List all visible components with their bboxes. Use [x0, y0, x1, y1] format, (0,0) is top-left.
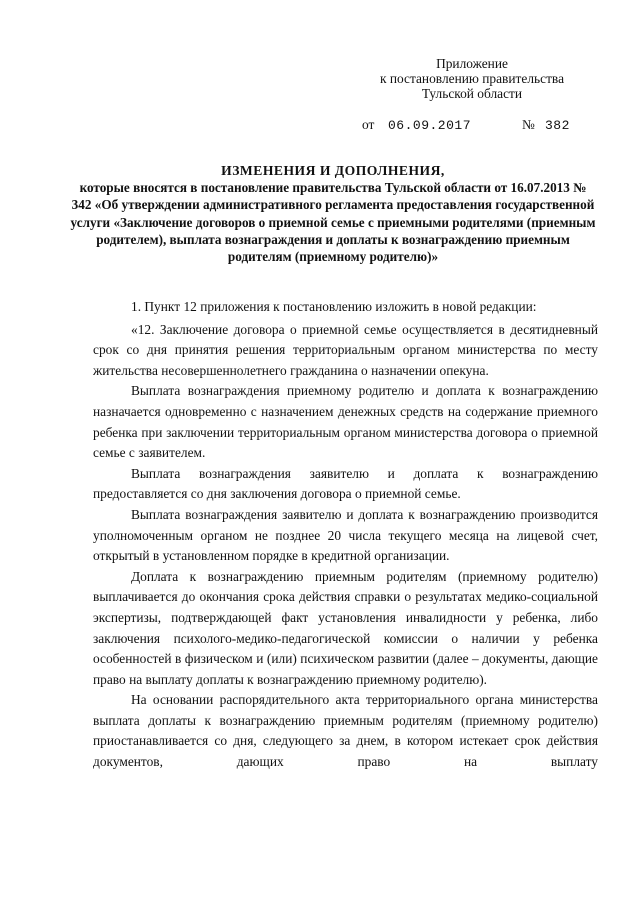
document-date: 06.09.2017 [388, 118, 472, 133]
paragraph-7: На основании распорядительного акта территориального органа министерства выплата доплаты к вознаграждению приемным родителям (приемному родителю) приостанавливается со дня, следующего за днем, в котором истекает срок действия документов, дающих право на выплату [93, 692, 598, 770]
title-heading: ИЗМЕНЕНИЯ И ДОПОЛНЕНИЯ, [221, 163, 445, 178]
number-prefix: № [522, 117, 535, 132]
paragraph-2: «12. Заключение договора о приемной семье осуществляется в десятидневный срок со дня принятия решения территориальным органом министерства по месту жительства несовершеннолетнего гражданина о назначении опекуна. [93, 321, 598, 378]
appendix-line-1: Приложение [436, 56, 508, 71]
document-body [93, 297, 598, 773]
paragraph-6: Доплата к вознаграждению приемным родителям (приемному родителю) выплачивается до окончания срока действия справки о результатах медико-социальной экспертизы, подтверждающей факт установления инвалидности у ребенка, либо заключения психолого-медико-педагогической комиссии о наличии у ребенка особенностей в физическом и (или) психическом развитии (далее – документы, дающие право на выплату доплаты к вознаграждению приемному родителю). [93, 568, 598, 687]
paragraph-3: Выплата вознаграждения приемному родителю и доплата к вознаграждению назначается одновременно с назначением денежных средств на содержание приемного ребенка при заключении территориальным органом министерства договора о приемной семье с заявителем. [93, 383, 598, 461]
appendix-block [352, 56, 592, 101]
paragraph-1: 1. Пункт 12 приложения к постановлению изложить в новой редакции: [131, 299, 537, 314]
paragraph-5: Выплата вознаграждения заявителю и доплата к вознаграждению производится уполномоченным органом не позднее 20 числа текущего месяца на лицевой счет, открытый в установленном порядке в кредитной организации. [93, 506, 598, 564]
title-subheading: которые вносятся в постановление правительства Тульской области от 16.07.2013 № 342 «Об утверждении административного регламента предоставления государственной услуги «Заключение договоров о приемной семье с приемными родителями (приемным родителем), выплата вознаграждения и доплаты к вознаграждению приемным родителям (приемному родителю)» [70, 180, 596, 265]
document-title [70, 162, 596, 265]
appendix-line-2: к постановлению правительства [379, 71, 565, 86]
paragraph-4: Выплата вознаграждения заявителю и доплата к вознаграждению предоставляется со дня заключения договора о приемной семье. [93, 465, 598, 502]
date-prefix: от [362, 117, 375, 132]
document-number: 382 [545, 118, 570, 133]
appendix-line-3: Тульской области [421, 86, 523, 101]
